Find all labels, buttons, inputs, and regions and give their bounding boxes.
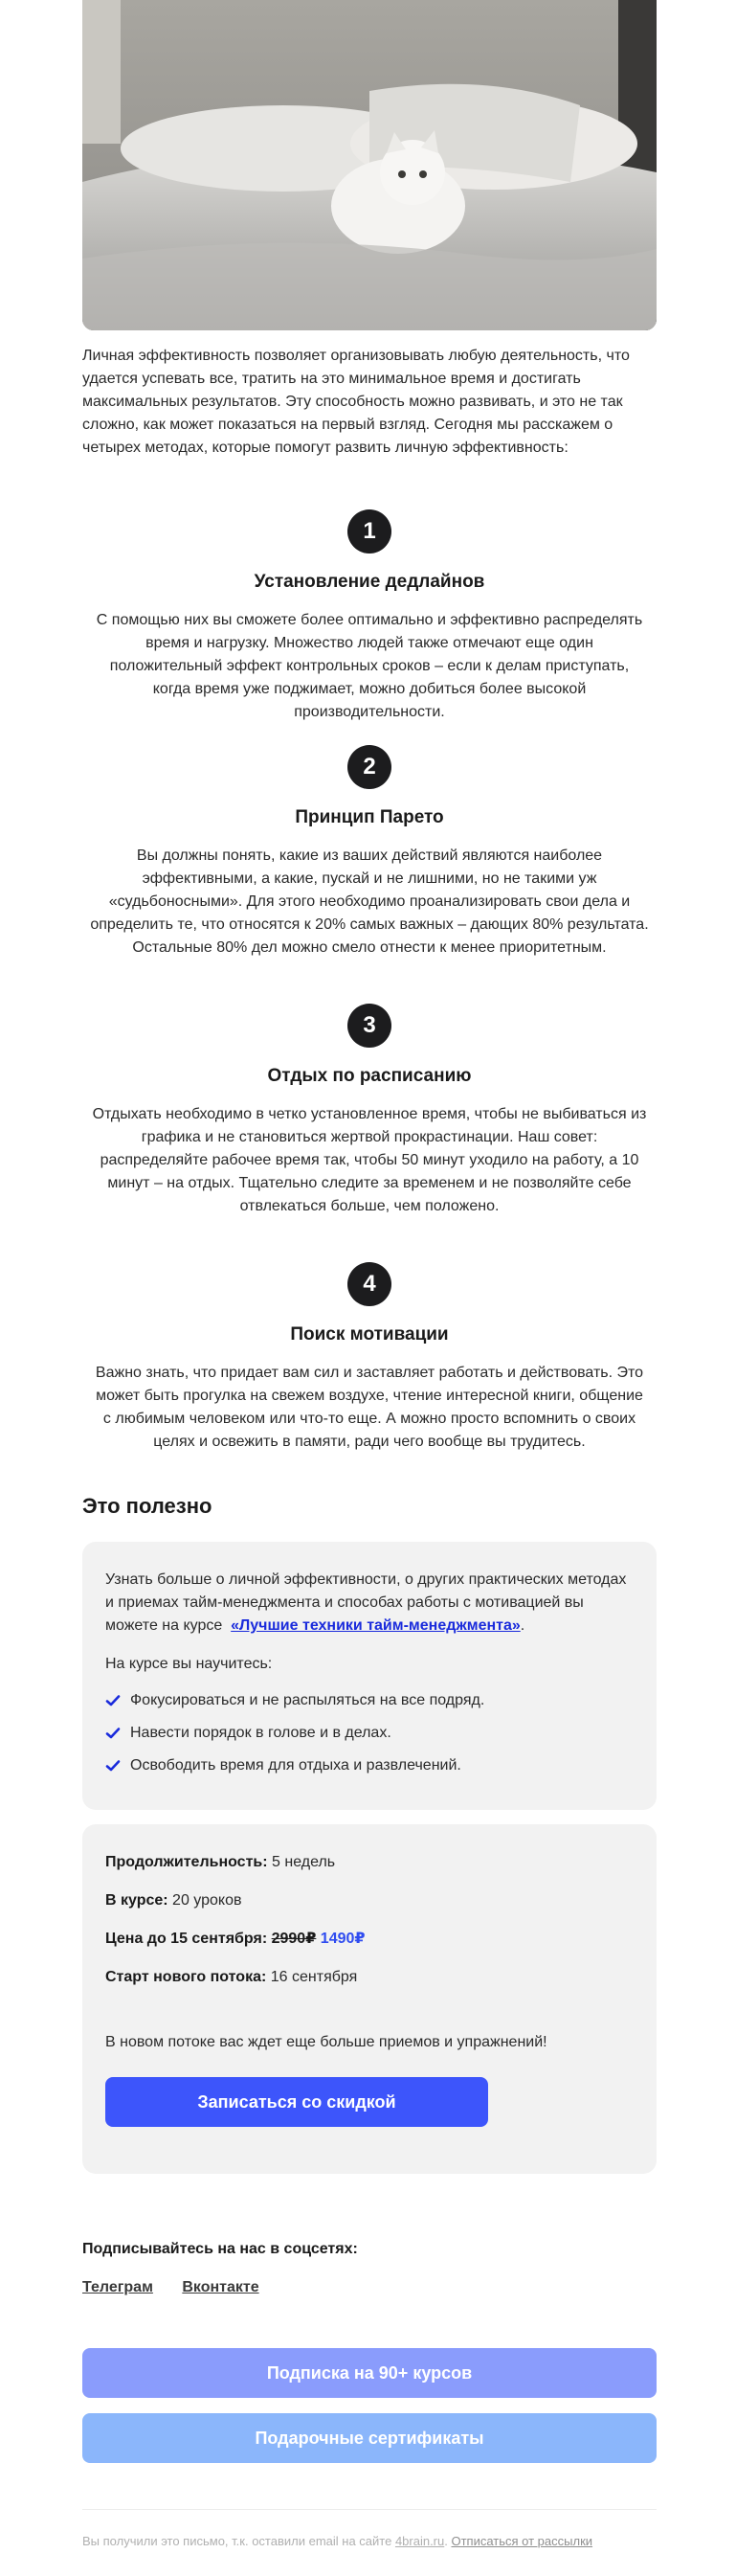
course-lead: Узнать больше о личной эффективности, о других практических методах и приемах тайм-менеджмента и способах работы с мотивацией вы можете на курсе	[105, 1571, 627, 1634]
start-label: Старт нового потока:	[105, 1969, 267, 1985]
telegram-link[interactable]: Телеграм	[82, 2279, 153, 2295]
duration-value: 5 недель	[272, 1854, 336, 1870]
step-1	[82, 509, 657, 724]
step-number-badge: 2	[347, 745, 391, 789]
step-text: С помощью них вы сможете более оптимально и эффективно распределять время и нагрузку. Множество людей также отмечают еще один положительный эффект контрольных сроков – если к делам приступать, когда время уже поджимает, можно добиться более высокой производительности.	[96, 612, 643, 720]
list-item-text: Освободить время для отдыха и развлечений.	[130, 1757, 461, 1774]
duration-row	[105, 1851, 634, 1874]
check-icon	[105, 1758, 121, 1774]
lessons-value: 20 уроков	[172, 1892, 242, 1909]
unsubscribe-link[interactable]: Отписаться от рассылки	[451, 2534, 593, 2548]
lessons-row	[105, 1889, 634, 1912]
start-value: 16 сентября	[270, 1969, 358, 1985]
step-text: Отдыхать необходимо в четко установленное время, чтобы не выбиваться из графика и не становиться жертвой прокрастинации. Наш совет: распределяйте рабочее время так, чтобы 50 минут уходило на работу, а 10 минут – на отдых. Тщательно следите за временем и не позволяйте себе отвлекаться больше, чем положено.	[92, 1106, 647, 1214]
intro-paragraph: Личная эффективность позволяет организовывать любую деятельность, что удается успевать все, тратить на это минимальное время и достигать максимальных результатов. Эту способность можно развивать, и это не так сложно, как может показаться на первый взгляд. Сегодня мы расскажем о четырех методах, которые помогут развить личную эффективность:	[82, 348, 630, 456]
new-price: 1490₽	[320, 1931, 366, 1947]
list-item	[105, 1754, 634, 1777]
footer-divider	[82, 2509, 657, 2510]
step-text: Вы должны понять, какие из ваших действий являются наиболее эффективными, а какие, пускай и не лишними, но не такими уж «судьбоносными». Для этого необходимо проанализировать свои дела и определить те, что относятся к 20% самых важных – дающих 80% результата. Остальные 80% дел можно смело отнести к менее приоритетным.	[90, 847, 649, 956]
old-price: 2990₽	[271, 1931, 317, 1947]
course-details-card	[82, 1824, 657, 2174]
list-item-text: Навести порядок в голове и в делах.	[130, 1725, 391, 1741]
useful-section-title: Это полезно	[82, 1494, 212, 1518]
hero-image	[82, 0, 657, 330]
check-icon	[105, 1726, 121, 1741]
learn-title: На курсе вы научитесь:	[105, 1656, 273, 1672]
duration-label: Продолжительность:	[105, 1854, 268, 1870]
social-title: Подписывайтесь на нас в соцсетях:	[82, 2241, 358, 2257]
list-item	[105, 1722, 634, 1745]
step-title: Поиск мотивации	[290, 1324, 449, 1344]
price-row	[105, 1928, 634, 1951]
new-stream-note: В новом потоке вас ждет еще больше приемов и упражнений!	[105, 2034, 547, 2050]
course-lead-text	[105, 1569, 634, 1638]
footer-notice: Вы получили это письмо, т.к. оставили email на сайте	[82, 2534, 392, 2548]
vkontakte-link[interactable]: Вконтакте	[182, 2279, 259, 2295]
step-text: Важно знать, что придает вам сил и заставляет работать и действовать. Это может быть прогулка на свежем воздухе, чтение интересной книги, общение с любимым человеком или что-то еще. А можно просто вспомнить о своих целях и освежить в памяти, ради чего вообще вы трудитесь.	[95, 1365, 644, 1450]
list-item-text: Фокусироваться и не распыляться на все подряд.	[130, 1692, 485, 1708]
step-2	[82, 745, 657, 960]
lessons-label: В курсе:	[105, 1892, 168, 1909]
step-4	[82, 1262, 657, 1454]
step-number-badge: 3	[347, 1004, 391, 1048]
benefits-list	[105, 1689, 634, 1777]
social-links	[82, 2279, 657, 2296]
step-title: Установление дедлайнов	[254, 572, 485, 592]
subscription-button[interactable]: Подписка на 90+ курсов	[82, 2348, 657, 2398]
list-item	[105, 1689, 634, 1712]
check-icon	[105, 1693, 121, 1708]
start-row	[105, 1966, 634, 1989]
course-link[interactable]: «Лучшие техники тайм-менеджмента»	[231, 1617, 521, 1634]
site-link[interactable]: 4brain.ru	[394, 2534, 445, 2548]
step-3	[82, 1004, 657, 1218]
step-number-badge: 1	[347, 509, 391, 554]
footer-text: Вы получили это письмо, т.к. оставили email на сайте 4brain.ru. Отписаться от рассылки	[82, 2534, 593, 2548]
course-info-card	[82, 1542, 657, 1810]
step-number-badge: 4	[347, 1262, 391, 1306]
enroll-discount-button[interactable]: Записаться со скидкой	[105, 2077, 488, 2127]
course-lead-end: .	[520, 1617, 525, 1634]
gift-certificates-button[interactable]: Подарочные сертификаты	[82, 2413, 657, 2463]
step-title: Принцип Парето	[295, 807, 444, 827]
price-label: Цена до 15 сентября:	[105, 1931, 268, 1947]
step-title: Отдых по расписанию	[267, 1066, 472, 1086]
